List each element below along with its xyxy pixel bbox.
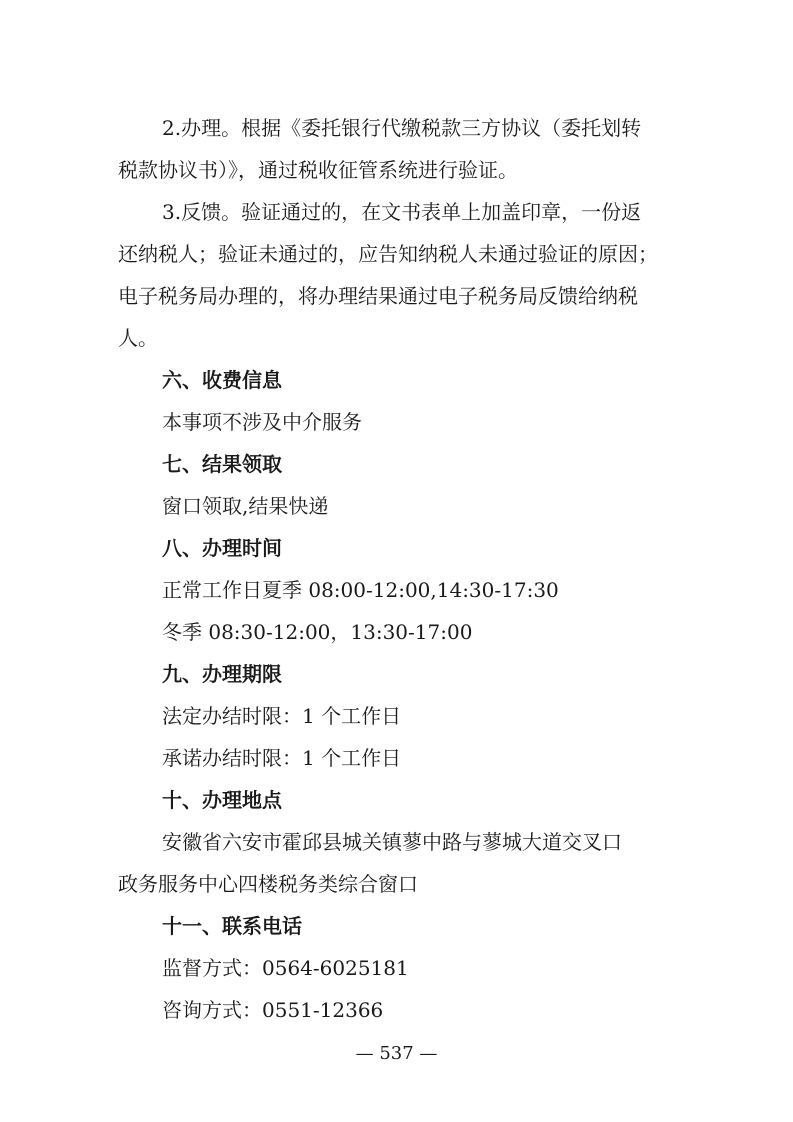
time-winter: 冬季 08:30-12:00，13:30-17:00 [162,620,473,644]
paragraph-handle-line1: 2.办理。根据《委托银行代缴税款三方协议（委托划转 [162,116,642,140]
heading-time-limit: 九、办理期限 [162,662,282,686]
fee-text: 本事项不涉及中介服务 [162,410,362,434]
heading-fee-info: 六、收费信息 [162,368,282,392]
limit-legal: 法定办结时限：1 个工作日 [162,704,402,728]
paragraph-feedback-line4: 人。 [118,326,158,350]
phone-consult: 咨询方式：0551-12366 [162,998,384,1022]
paragraph-handle-line2: 税款协议书）》，通过税收征管系统进行验证。 [118,158,518,182]
time-summer: 正常工作日夏季 08:00-12:00,14:30-17:30 [162,578,559,602]
phone-supervise: 监督方式：0564-6025181 [162,956,409,980]
heading-contact-phone: 十一、联系电话 [162,914,302,938]
paragraph-feedback-line2: 还纳税人；验证未通过的，应告知纳税人未通过验证的原因； [118,242,658,266]
heading-result-pickup: 七、结果领取 [162,452,282,476]
limit-promise: 承诺办结时限：1 个工作日 [162,746,402,770]
paragraph-feedback-line3: 电子税务局办理的，将办理结果通过电子税务局反馈给纳税 [118,284,638,308]
result-text: 窗口领取,结果快递 [162,494,329,518]
location-line1: 安徽省六安市霍邱县城关镇蓼中路与蓼城大道交叉口 [162,830,622,854]
page-number: — 537 — [355,1043,438,1064]
heading-handling-time: 八、办理时间 [162,536,282,560]
location-line2: 政务服务中心四楼税务类综合窗口 [118,872,418,896]
paragraph-feedback-line1: 3.反馈。验证通过的，在文书表单上加盖印章，一份返 [162,200,642,224]
heading-location: 十、办理地点 [162,788,282,812]
